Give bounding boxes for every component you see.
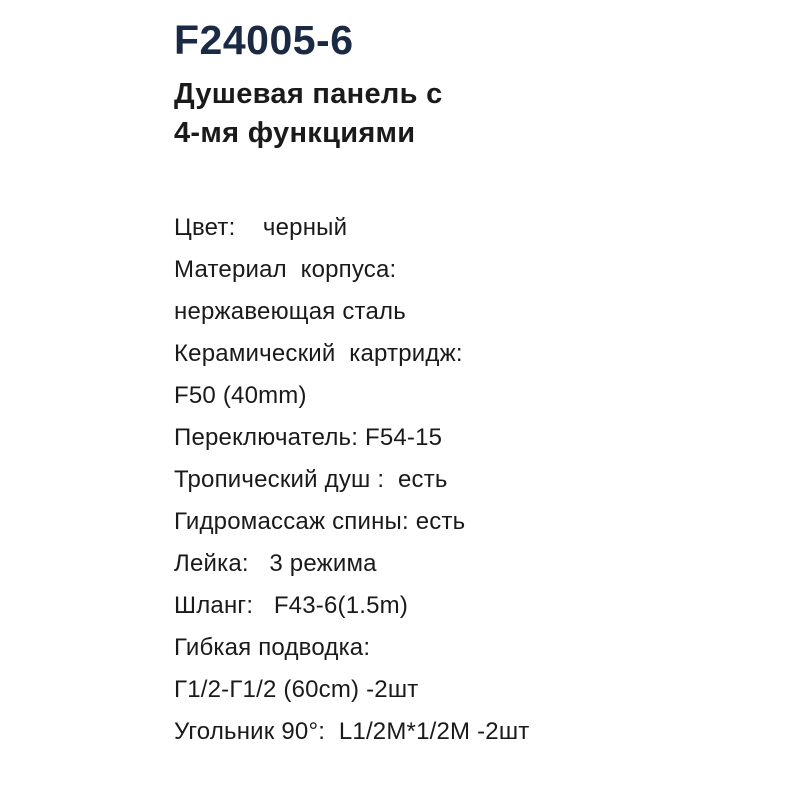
- spec-line: Лейка: 3 режима: [174, 550, 377, 578]
- spec-line: Материал корпуса:: [174, 256, 397, 284]
- product-title-line-2: 4-мя функциями: [174, 117, 416, 150]
- spec-line: Гидромассаж спины: есть: [174, 508, 466, 536]
- product-title: [174, 75, 594, 153]
- product-code: F24005-6: [174, 17, 354, 63]
- spec-line: Угольник 90°: L1/2M*1/2M -2шт: [174, 718, 530, 746]
- spec-line: Керамический картридж:: [174, 340, 463, 368]
- spec-line: F50 (40mm): [174, 382, 307, 410]
- spec-line: Гибкая подводка:: [174, 634, 371, 662]
- spec-line: Г1/2-Г1/2 (60cm) -2шт: [174, 676, 419, 704]
- specification-list: [174, 207, 760, 753]
- spec-line: Цвет: черный: [174, 214, 348, 242]
- spec-line: Тропический душ : есть: [174, 466, 448, 494]
- product-title-line-1: Душевая панель с: [174, 78, 443, 111]
- spec-line: Переключатель: F54-15: [174, 424, 443, 452]
- spec-line: нержавеющая сталь: [174, 298, 406, 326]
- spec-line: Шланг: F43-6(1.5m): [174, 592, 409, 620]
